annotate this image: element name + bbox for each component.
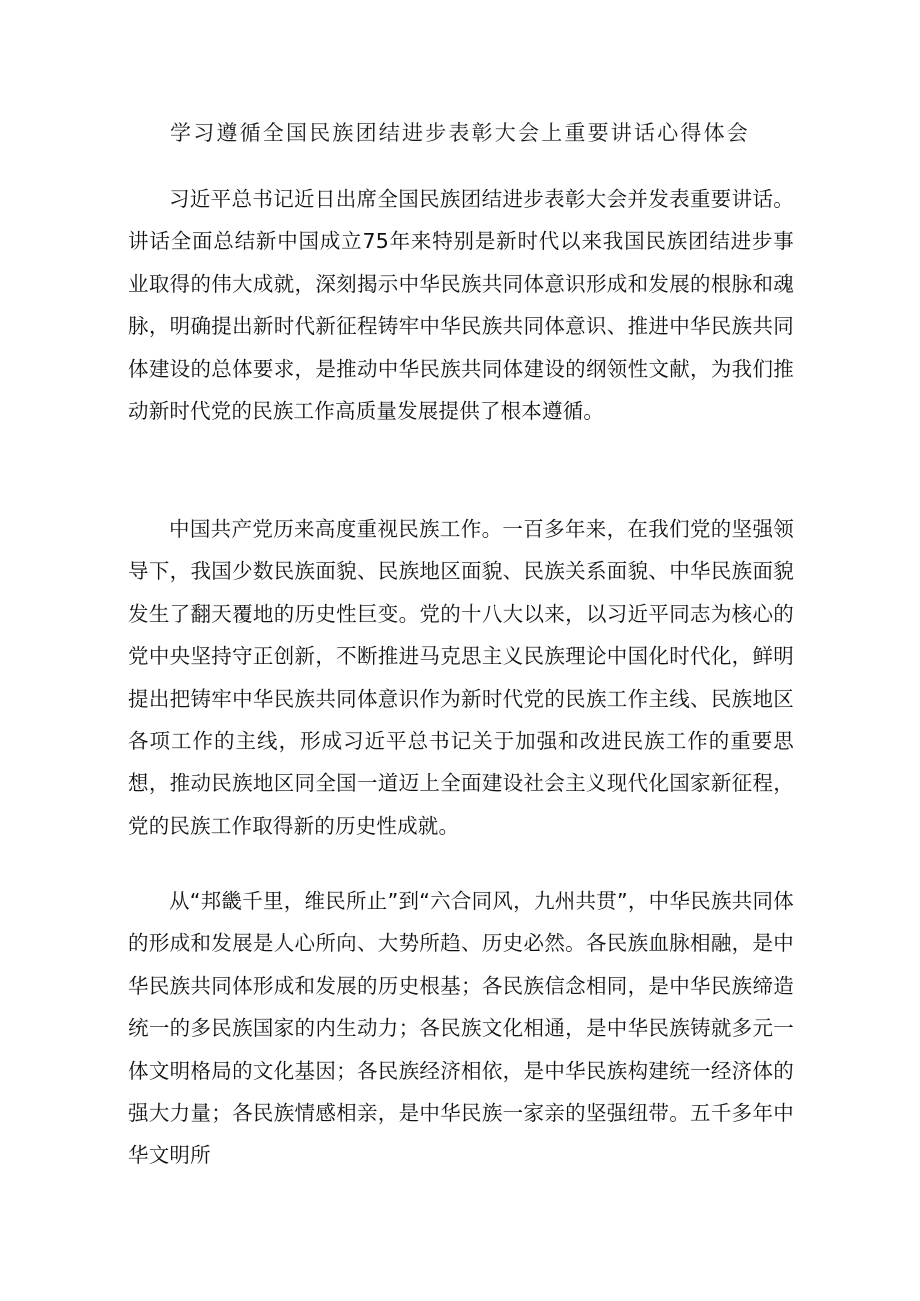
- paragraph-2: 中国共产党历来高度重视民族工作。一百多年来，在我们党的坚强领导下，我国少数民族面貌、民族地区面貌、民族关系面貌、中华民族面貌发生了翻天覆地的历史性巨变。党的十八大以来，以习近平同志为核心的党中央坚持守正创新，不断推进马克思主义民族理论中国化时代化，鲜明提出把铸牢中华民族共同体意识作为新时代党的民族工作主线、民族地区各项工作的主线，形成习近平总书记关于加强和改进民族工作的重要思想，推动民族地区同全国一道迈上全面建设社会主义现代化国家新征程，党的民族工作取得新的历史性成就。: [128, 517, 794, 838]
- paragraph-1: 习近平总书记近日出席全国民族团结进步表彰大会并发表重要讲话。讲话全面总结新中国成立75年来特别是新时代以来我国民族团结进步事业取得的伟大成就，深刻揭示中华民族共同体意识形成和发展的根脉和魂脉，明确提出新时代新征程铸牢中华民族共同体意识、推进中华民族共同体建设的总体要求，是推动中华民族共同体建设的纲领性文献，为我们推动新时代党的民族工作高质量发展提供了根本遵循。: [128, 187, 794, 424]
- document-title: 学习遵循全国民族团结进步表彰大会上重要讲话心得体会: [170, 121, 750, 145]
- paragraph-3: 从“邦畿千里，维民所止”到“六合同风，九州共贯”，中华民族共同体的形成和发展是人心所向、大势所趋、历史必然。各民族血脉相融，是中华民族共同体形成和发展的历史根基；各民族信念相同，是中华民族缔造统一的多民族国家的内生动力；各民族文化相通，是中华民族铸就多元一体文明格局的文化基因；各民族经济相依，是中华民族构建统一经济体的强大力量；各民族情感相亲，是中华民族一家亲的坚强纽带。五千多年中华文明所: [128, 889, 794, 1168]
